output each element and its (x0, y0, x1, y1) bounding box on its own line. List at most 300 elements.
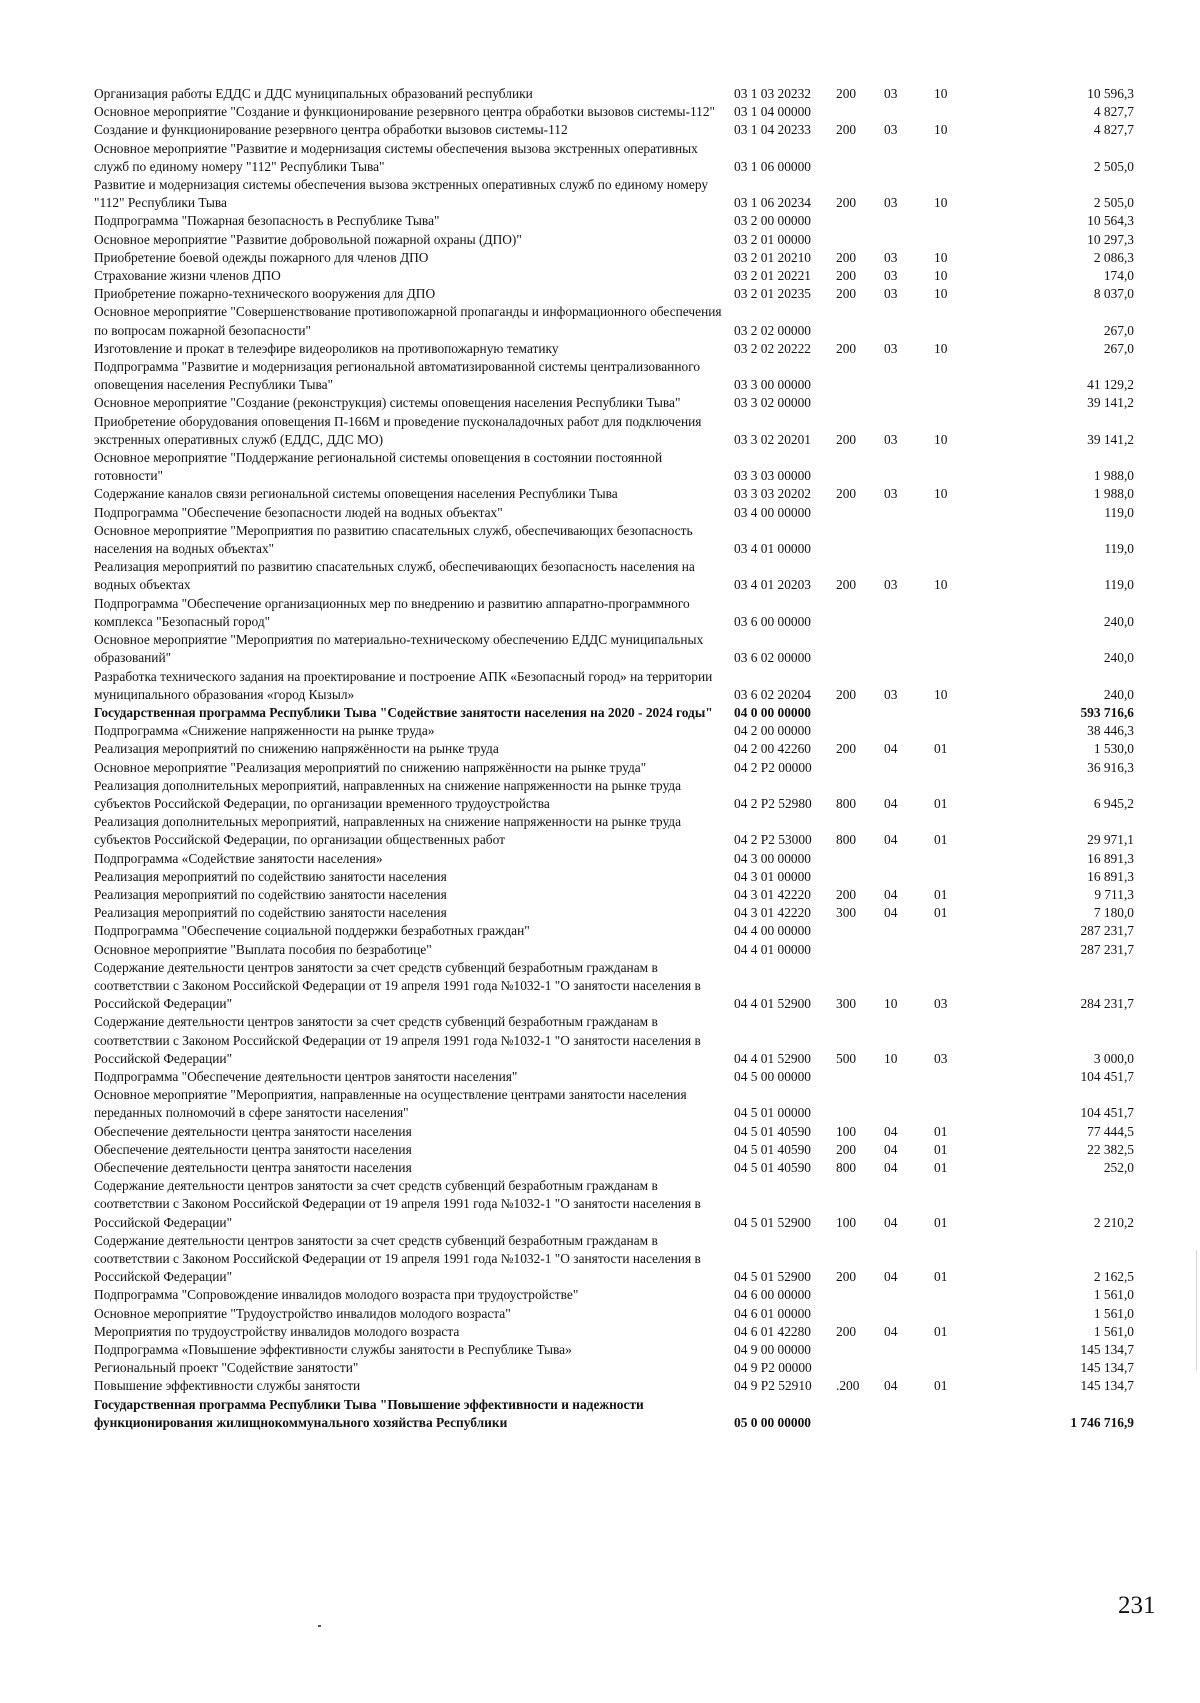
row-expense-type (836, 358, 884, 394)
row-amount: 104 451,7 (1080, 1105, 1134, 1121)
row-name: Реализация мероприятий по содействию занятости населения (94, 905, 447, 921)
row-name: Реализация мероприятий по снижению напряжённости на рынке труда (94, 741, 499, 757)
row-name: Реализация мероприятий по содействию занятости населения (94, 886, 447, 902)
table-row (94, 631, 1134, 667)
row-target-code: 04 3 01 00000 (734, 868, 811, 884)
table-row (94, 1359, 1134, 1377)
row-target-code: 03 1 06 20234 (734, 195, 811, 211)
row-name: Создание и функционирование резервного центра обработки вызовов системы-112 (94, 122, 568, 138)
row-section (884, 522, 934, 558)
row-expense-type (836, 922, 884, 940)
row-target-code: 04 3 01 42220 (734, 905, 811, 921)
row-target-code: 03 3 02 00000 (734, 395, 811, 411)
row-name: Основное мероприятие "Развитие добровольной пожарной охраны (ДПО)" (94, 231, 522, 247)
row-subsection (934, 1341, 984, 1359)
row-amount: 1 561,0 (1093, 1323, 1134, 1339)
row-expense-type: 200 (836, 286, 857, 302)
row-name: Государственная программа Республики Тыва "Повышение эффективности и надежности функционирования жилищнокоммунального хозяйства Республики (94, 1396, 644, 1430)
row-target-code: 04 9 00 00000 (734, 1342, 811, 1358)
table-row (94, 358, 1134, 394)
row-amount: 1 746 716,9 (1070, 1414, 1134, 1430)
row-name: Мероприятия по трудоустройству инвалидов молодого возраста (94, 1323, 460, 1339)
row-expense-type: 200 (836, 122, 857, 138)
row-section (884, 922, 934, 940)
row-amount: 145 134,7 (1080, 1360, 1134, 1376)
table-row (94, 176, 1134, 212)
row-expense-type: 200 (836, 340, 857, 356)
table-row (94, 941, 1134, 959)
row-amount: 174,0 (1103, 268, 1134, 284)
row-subsection: 01 (934, 886, 948, 902)
row-amount: 9 711,3 (1094, 886, 1134, 902)
row-subsection: 01 (934, 1159, 948, 1175)
row-subsection (934, 1396, 984, 1432)
row-amount: 16 891,3 (1087, 850, 1134, 866)
row-subsection: 10 (934, 686, 948, 702)
row-section: 04 (884, 1378, 898, 1394)
row-expense-type (836, 868, 884, 886)
row-amount: 16 891,3 (1087, 868, 1134, 884)
row-expense-type: 200 (836, 741, 857, 757)
row-target-code: 03 4 00 00000 (734, 504, 811, 520)
row-expense-type (836, 850, 884, 868)
row-amount: 10 297,3 (1087, 231, 1134, 247)
row-subsection (934, 504, 984, 522)
row-amount: 4 827,7 (1093, 104, 1134, 120)
row-section: 10 (884, 1050, 898, 1066)
row-target-code: 03 2 02 20222 (734, 340, 811, 356)
row-name: Подпрограмма "Развитие и модернизация региональной автоматизированной системы централизованного оповещения населения Республики Тыва" (94, 359, 701, 393)
row-section: 03 (884, 286, 898, 302)
table-row (94, 449, 1134, 485)
row-amount: 2 210,2 (1093, 1214, 1134, 1230)
row-target-code: 03 2 01 20221 (734, 268, 811, 284)
row-subsection (934, 394, 984, 412)
row-amount: 36 916,3 (1087, 759, 1134, 775)
row-expense-type (836, 1341, 884, 1359)
row-target-code: 03 6 00 00000 (734, 613, 811, 629)
row-subsection: 10 (934, 286, 948, 302)
row-target-code: 03 1 04 20233 (734, 122, 811, 138)
table-row (94, 249, 1134, 267)
row-section: 04 (884, 1214, 898, 1230)
row-name: Повышение эффективности службы занятости (94, 1378, 361, 1394)
row-section: 04 (884, 1159, 898, 1175)
table-row (94, 121, 1134, 139)
table-row (94, 1286, 1134, 1304)
row-section (884, 1068, 934, 1086)
row-section (884, 941, 934, 959)
table-row (94, 340, 1134, 358)
row-section: 04 (884, 886, 898, 902)
row-section: 03 (884, 249, 898, 265)
table-row (94, 485, 1134, 503)
row-section (884, 704, 934, 722)
row-name: Основное мероприятие "Мероприятия, направленные на осуществление центрами занятости населения переданных полномочий в сфере занятости населения" (94, 1087, 687, 1121)
row-section: 03 (884, 122, 898, 138)
row-expense-type: 800 (836, 1159, 857, 1175)
row-expense-type (836, 941, 884, 959)
row-subsection (934, 595, 984, 631)
row-expense-type (836, 394, 884, 412)
table-row (94, 850, 1134, 868)
row-subsection (934, 449, 984, 485)
row-name: Основное мероприятие "Создание и функционирование резервного центра обработки вызовов системы-112" (94, 104, 716, 120)
table-row (94, 504, 1134, 522)
table-row (94, 1068, 1134, 1086)
row-expense-type: 200 (836, 195, 857, 211)
table-row (94, 1123, 1134, 1141)
row-target-code: 04 6 01 42280 (734, 1323, 811, 1339)
row-subsection: 10 (934, 195, 948, 211)
row-section (884, 212, 934, 230)
row-target-code: 03 3 02 20201 (734, 431, 811, 447)
row-subsection: 10 (934, 86, 948, 101)
table-row (94, 413, 1134, 449)
row-name: Региональный проект "Содействие занятости" (94, 1360, 359, 1376)
row-amount: 2 505,0 (1093, 158, 1134, 174)
row-subsection: 10 (934, 122, 948, 138)
table-row (94, 1086, 1134, 1122)
row-subsection: 01 (934, 795, 948, 811)
row-amount: 119,0 (1104, 504, 1134, 520)
row-expense-type: 200 (836, 577, 857, 593)
row-subsection (934, 231, 984, 249)
row-amount: 10 596,3 (1087, 86, 1134, 101)
row-subsection: 01 (934, 1214, 948, 1230)
row-expense-type: 200 (836, 1141, 857, 1157)
row-target-code: 04 5 01 40590 (734, 1159, 811, 1175)
row-section: 04 (884, 795, 898, 811)
row-section (884, 504, 934, 522)
row-expense-type: 200 (836, 886, 857, 902)
table-row (94, 522, 1134, 558)
row-name: Страхование жизни членов ДПО (94, 268, 281, 284)
row-target-code: 03 2 01 00000 (734, 231, 811, 247)
row-name: Основное мероприятие "Реализация мероприятий по снижению напряжённости на рынке труда" (94, 759, 647, 775)
row-section: 03 (884, 268, 898, 284)
row-amount: 1 561,0 (1093, 1305, 1134, 1321)
row-name: Подпрограмма «Повышение эффективности службы занятости в Республике Тыва» (94, 1342, 572, 1358)
row-name: Приобретение боевой одежды пожарного для членов ДПО (94, 249, 429, 265)
row-target-code: 03 1 04 00000 (734, 104, 811, 120)
row-section: 03 (884, 86, 898, 101)
row-expense-type (836, 140, 884, 176)
row-amount: 2 086,3 (1093, 249, 1134, 265)
table-row (94, 267, 1134, 285)
row-section: 10 (884, 996, 898, 1012)
row-subsection (934, 1305, 984, 1323)
table-row (94, 1323, 1134, 1341)
row-name: Подпрограмма «Содействие занятости населения» (94, 850, 383, 866)
row-amount: 3 000,0 (1093, 1050, 1134, 1066)
row-subsection (934, 1068, 984, 1086)
table-row (94, 868, 1134, 886)
table-row (94, 303, 1134, 339)
row-target-code: 03 2 01 20210 (734, 249, 811, 265)
row-target-code: 04 5 01 40590 (734, 1123, 811, 1139)
row-amount: 10 564,3 (1087, 213, 1134, 229)
row-amount: 240,0 (1103, 686, 1134, 702)
table-row (94, 668, 1134, 704)
row-name: Изготовление и прокат в телеэфире видеороликов на противопожарную тематику (94, 340, 559, 356)
table-row (94, 1305, 1134, 1323)
row-subsection (934, 522, 984, 558)
row-target-code: 03 3 00 00000 (734, 377, 811, 393)
table-row (94, 231, 1134, 249)
row-subsection (934, 941, 984, 959)
row-section: 03 (884, 686, 898, 702)
row-expense-type: 200 (836, 1269, 857, 1285)
row-section (884, 449, 934, 485)
scan-speck (318, 1625, 321, 1627)
row-subsection: 10 (934, 431, 948, 447)
row-subsection: 01 (934, 1269, 948, 1285)
row-target-code: 04 5 01 00000 (734, 1105, 811, 1121)
row-name: Основное мероприятие "Поддержание региональной системы оповещения в состоянии постоянной готовности" (94, 450, 663, 484)
row-amount: 240,0 (1103, 613, 1134, 629)
row-subsection (934, 103, 984, 121)
row-amount: 240,0 (1103, 650, 1134, 666)
row-expense-type (836, 1359, 884, 1377)
row-expense-type (836, 1305, 884, 1323)
row-name: Подпрограмма "Обеспечение безопасности людей на водных объектах" (94, 504, 503, 520)
table-row (94, 1396, 1134, 1432)
row-amount: 38 446,3 (1087, 723, 1134, 739)
row-name: Основное мероприятие "Мероприятия по развитию спасательных служб, обеспечивающих безопасность населения на водных объектах" (94, 522, 693, 557)
row-name: Обеспечение деятельности центра занятости населения (94, 1141, 412, 1157)
row-target-code: 03 3 03 00000 (734, 468, 811, 484)
row-target-code: 03 6 02 00000 (734, 650, 811, 666)
row-subsection (934, 212, 984, 230)
row-target-code: 03 4 01 00000 (734, 541, 811, 557)
row-subsection: 01 (934, 905, 948, 921)
row-target-code: 04 6 01 00000 (734, 1305, 811, 1321)
table-row (94, 759, 1134, 777)
row-amount: 119,0 (1104, 577, 1134, 593)
row-name: Реализация мероприятий по содействию занятости населения (94, 868, 447, 884)
table-row (94, 777, 1134, 813)
row-subsection (934, 722, 984, 740)
row-subsection: 01 (934, 1141, 948, 1157)
row-section: 04 (884, 1123, 898, 1139)
row-section: 03 (884, 577, 898, 593)
row-subsection: 10 (934, 340, 948, 356)
row-expense-type (836, 704, 884, 722)
row-expense-type: 200 (836, 686, 857, 702)
row-subsection (934, 868, 984, 886)
row-amount: 39 141,2 (1087, 395, 1134, 411)
table-row (94, 1377, 1134, 1395)
row-expense-type: 200 (836, 431, 857, 447)
row-amount: 7 180,0 (1093, 905, 1134, 921)
row-target-code: 04 2 00 42260 (734, 741, 811, 757)
row-subsection (934, 850, 984, 868)
row-subsection (934, 358, 984, 394)
row-expense-type: 800 (836, 795, 857, 811)
row-name: Содержание деятельности центров занятости за счет средств субвенций безработным гражданам в соответствии с Законом Российской Федерации от 19 апреля 1991 года №1032-1 "О занятости населения в Российской Федерации" (94, 1232, 701, 1285)
row-amount: 267,0 (1103, 322, 1134, 338)
row-target-code: 03 6 02 20204 (734, 686, 811, 702)
row-expense-type (836, 103, 884, 121)
row-target-code: 03 3 03 20202 (734, 486, 811, 502)
row-target-code: 04 9 P2 52910 (734, 1378, 812, 1394)
row-amount: 39 141,2 (1087, 431, 1134, 447)
row-section: 04 (884, 741, 898, 757)
row-amount: 1 988,0 (1093, 486, 1134, 502)
row-amount: 41 129,2 (1087, 377, 1134, 393)
row-section: 04 (884, 1269, 898, 1285)
budget-table (94, 85, 1134, 1432)
table-row (94, 595, 1134, 631)
row-subsection: 01 (934, 741, 948, 757)
row-amount: 22 382,5 (1087, 1141, 1134, 1157)
row-name: Подпрограмма "Пожарная безопасность в Республике Тыва" (94, 213, 440, 229)
row-target-code: 04 2 P2 53000 (734, 832, 812, 848)
table-row (94, 959, 1134, 1014)
row-subsection (934, 631, 984, 667)
row-amount: 252,0 (1103, 1159, 1134, 1175)
row-name: Реализация мероприятий по развитию спасательных служб, обеспечивающих безопасность населения на водных объектах (94, 559, 695, 593)
row-name: Основное мероприятие "Выплата пособия по безработице" (94, 941, 432, 957)
row-section: 04 (884, 1323, 898, 1339)
row-section (884, 1396, 934, 1432)
row-subsection (934, 1359, 984, 1377)
row-name: Подпрограмма "Обеспечение организационных мер по внедрению и развитию аппаратно-программного комплекса "Безопасный город" (94, 595, 690, 629)
row-name: Подпрограмма «Снижение напряженности на рынке труда» (94, 723, 435, 739)
row-expense-type: 500 (836, 1050, 857, 1066)
row-expense-type: 100 (836, 1214, 857, 1230)
row-section: 04 (884, 1141, 898, 1157)
row-section (884, 595, 934, 631)
table-row (94, 722, 1134, 740)
row-section (884, 850, 934, 868)
row-amount: 1 988,0 (1093, 468, 1134, 484)
row-section (884, 1086, 934, 1122)
row-target-code: 03 1 03 20232 (734, 86, 811, 101)
row-expense-type (836, 722, 884, 740)
row-target-code: 04 9 P2 00000 (734, 1360, 812, 1376)
row-target-code: 04 5 00 00000 (734, 1068, 811, 1084)
row-target-code: 04 0 00 00000 (734, 704, 811, 720)
row-section: 03 (884, 431, 898, 447)
row-target-code: 04 5 01 52900 (734, 1269, 811, 1285)
row-expense-type (836, 631, 884, 667)
row-subsection: 01 (934, 832, 948, 848)
row-section: 04 (884, 832, 898, 848)
row-subsection (934, 140, 984, 176)
row-subsection: 10 (934, 577, 948, 593)
row-expense-type (836, 759, 884, 777)
table-row (94, 558, 1134, 594)
row-amount: 267,0 (1103, 340, 1134, 356)
row-amount: 2 505,0 (1093, 195, 1134, 211)
row-section (884, 358, 934, 394)
row-target-code: 04 2 00 00000 (734, 723, 811, 739)
row-amount: 1 530,0 (1093, 741, 1134, 757)
row-subsection: 10 (934, 486, 948, 502)
row-expense-type (836, 1286, 884, 1304)
row-name: Основное мероприятие "Мероприятия по материально-техническому обеспечению ЕДДС муниципальных образований" (94, 632, 704, 666)
row-section (884, 394, 934, 412)
row-subsection (934, 303, 984, 339)
row-target-code: 04 4 01 00000 (734, 941, 811, 957)
row-name: Приобретение пожарно-технического вооружения для ДПО (94, 286, 436, 302)
row-section (884, 1359, 934, 1377)
row-target-code: 03 2 00 00000 (734, 213, 811, 229)
row-expense-type: 100 (836, 1123, 857, 1139)
row-expense-type: 200 (836, 268, 857, 284)
row-expense-type: 200 (836, 249, 857, 265)
row-section (884, 231, 934, 249)
table-row (94, 740, 1134, 758)
row-section (884, 303, 934, 339)
row-target-code: 05 0 00 00000 (734, 1414, 811, 1430)
table-row (94, 904, 1134, 922)
page-number: 231 (1118, 1592, 1156, 1619)
row-target-code: 04 2 P2 52980 (734, 795, 812, 811)
table-row (94, 85, 1134, 103)
row-expense-type (836, 595, 884, 631)
row-name: Государственная программа Республики Тыва "Содействие занятости населения на 2020 - 2024 годы" (94, 704, 713, 720)
row-amount: 4 827,7 (1093, 122, 1134, 138)
row-target-code: 03 2 01 20235 (734, 286, 811, 302)
table-row (94, 1141, 1134, 1159)
row-amount: 29 971,1 (1087, 832, 1134, 848)
row-name: Подпрограмма "Сопровождение инвалидов молодого возраста при трудоустройстве" (94, 1287, 579, 1303)
row-name: Реализация дополнительных мероприятий, направленных на снижение напряженности на рынке труда субъектов Российской Федерации, по организации временного трудоустройства (94, 777, 682, 811)
table-row (94, 212, 1134, 230)
row-section: 03 (884, 486, 898, 502)
row-name: Обеспечение деятельности центра занятости населения (94, 1159, 412, 1175)
row-amount: 1 561,0 (1093, 1287, 1134, 1303)
row-target-code: 04 4 00 00000 (734, 923, 811, 939)
table-row (94, 1232, 1134, 1287)
row-name: Содержание деятельности центров занятости за счет средств субвенций безработным гражданам в соответствии с Законом Российской Федерации от 19 апреля 1991 года №1032-1 "О занятости населения в Российской Федерации" (94, 1178, 701, 1230)
table-row (94, 140, 1134, 176)
budget-table-body (94, 85, 1134, 1432)
row-subsection: 01 (934, 1323, 948, 1339)
row-section (884, 140, 934, 176)
row-target-code: 04 6 00 00000 (734, 1287, 811, 1303)
row-section: 04 (884, 905, 898, 921)
row-target-code: 03 1 06 00000 (734, 158, 811, 174)
row-name: Реализация дополнительных мероприятий, направленных на снижение напряженности на рынке труда субъектов Российской Федерации, по организации общественных работ (94, 814, 682, 848)
row-expense-type: .200 (836, 1378, 860, 1394)
row-section (884, 631, 934, 667)
row-name: Приобретение оборудования оповещения П-166М и проведение пусконаладочных работ для подключения экстренных оперативных служб (ЕДДС, ДДС МО) (94, 413, 702, 447)
row-section: 03 (884, 340, 898, 356)
row-target-code: 03 2 02 00000 (734, 322, 811, 338)
row-amount: 119,0 (1104, 541, 1134, 557)
table-row (94, 1177, 1134, 1232)
row-expense-type (836, 1086, 884, 1122)
row-target-code: 04 3 00 00000 (734, 850, 811, 866)
row-section: 03 (884, 195, 898, 211)
row-expense-type (836, 1068, 884, 1086)
row-target-code: 04 3 01 42220 (734, 886, 811, 902)
row-expense-type: 300 (836, 905, 857, 921)
row-subsection (934, 922, 984, 940)
row-section (884, 103, 934, 121)
row-amount: 145 134,7 (1080, 1342, 1134, 1358)
row-section (884, 868, 934, 886)
row-target-code: 04 2 P2 00000 (734, 759, 812, 775)
table-row (94, 1341, 1134, 1359)
table-row (94, 1013, 1134, 1068)
row-subsection (934, 1286, 984, 1304)
row-expense-type (836, 231, 884, 249)
